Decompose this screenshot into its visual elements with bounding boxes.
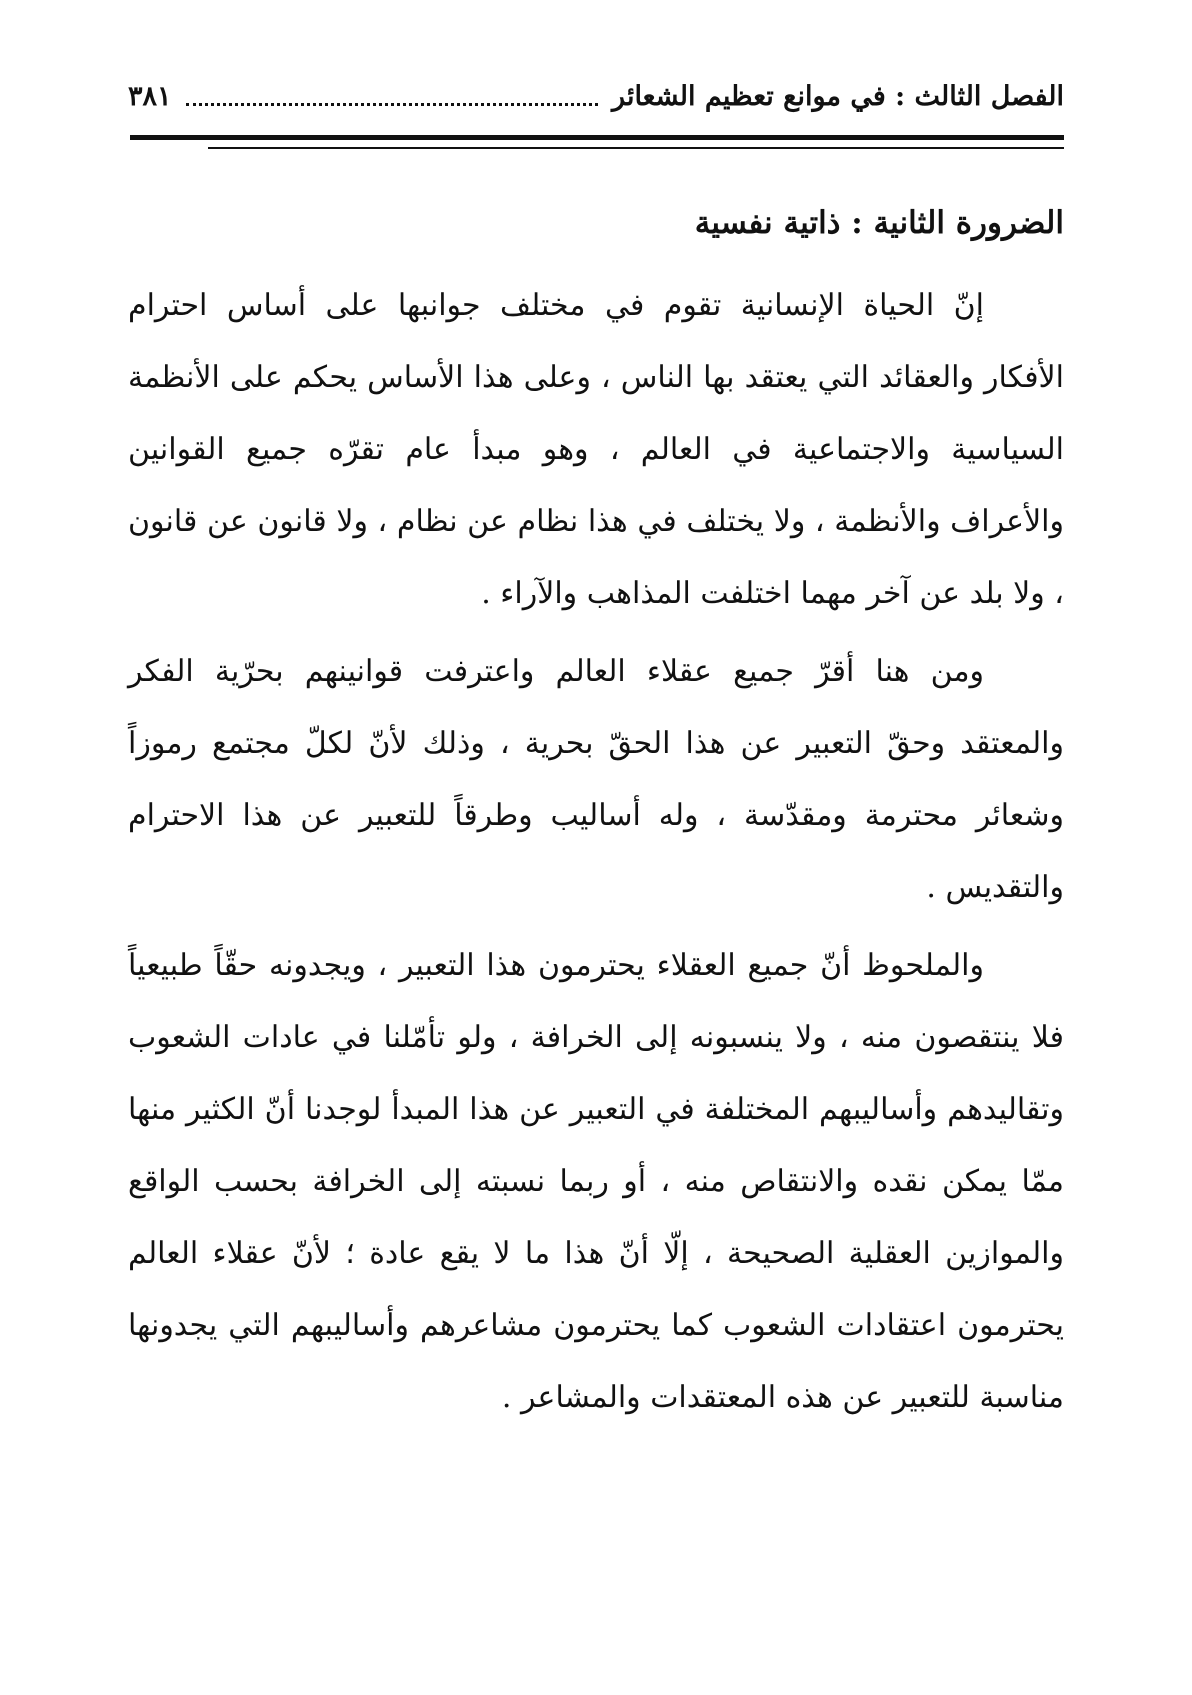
page-body: [128, 198, 1064, 1434]
chapter-title: الفصل الثالث : في موانع تعظيم الشعائر: [612, 80, 1064, 112]
paragraph-1: إنّ الحياة الإنسانية تقوم في مختلف جوانبها على أساس احترام الأفكار والعقائد التي يعتقد بها الناس ، وعلى هذا الأساس يحكم على الأنظمة السياسية والاجتماعية في العالم ، وهو مبدأ عام تقرّه جميع القوانين والأعراف والأنظمة ، ولا يختلف في هذا نظام عن نظام ، ولا قانون عن قانون ، ولا بلد عن آخر مهما اختلفت المذاهب والآراء .: [128, 288, 1064, 611]
page-number: ٣٨١: [128, 80, 172, 112]
header-rule-thick: [130, 135, 1064, 140]
leader-dots: [186, 103, 599, 106]
paragraph-3: والملحوظ أنّ جميع العقلاء يحترمون هذا التعبير ، ويجدونه حقّاً طبيعياً فلا ينتقصون منه ، ولا ينسبونه إلى الخرافة ، ولو تأمّلنا في عادات الشعوب وتقاليدهم وأساليبهم المختلفة في التعبير عن هذا المبدأ لوجدنا أنّ الكثير منها ممّا يمكن نقده والانتقاص منه ، أو ربما نسبته إلى الخرافة بحسب الواقع والموازين العقلية الصحيحة ، إلّا أنّ هذا ما لا يقع عادة ؛ لأنّ عقلاء العالم يحترمون اعتقادات الشعوب كما يحترمون مشاعرهم وأساليبهم التي يجدونها مناسبة للتعبير عن هذه المعتقدات والمشاعر .: [128, 948, 1064, 1415]
paragraph-2: ومن هنا أقرّ جميع عقلاء العالم واعترفت قوانينهم بحرّية الفكر والمعتقد وحقّ التعبير عن هذا الحقّ بحرية ، وذلك لأنّ لكلّ مجتمع رموزاً وشعائر محترمة ومقدّسة ، وله أساليب وطرقاً للتعبير عن هذا الاحترام والتقديس .: [128, 654, 1064, 905]
running-header: [128, 68, 1064, 124]
header-rule-thin: [208, 147, 1064, 149]
section-heading: الضرورة الثانية : ذاتية نفسية: [694, 205, 1064, 241]
